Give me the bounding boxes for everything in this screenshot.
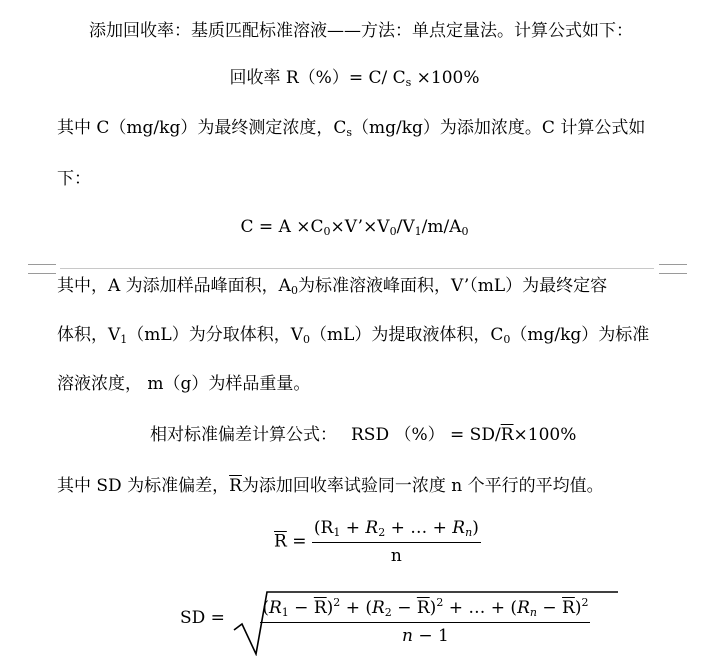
rsd-formula: 相对标准偏差计算公式： RSD （%） = $SD/\overline{R}\times 100\%$ xyxy=(150,425,577,445)
c-formula: $C = A \times C_0\times V’\times V_0/V_1/m/A_0$ xyxy=(240,217,469,238)
recovery-intro: 添加回收率：基质匹配标准溶液——方法：单点定量法。计算公式如下： xyxy=(89,21,633,41)
c-definition-line-1: 其中 C（mg/kg）为最终测定浓度，$C_s(mg/kg)$为添加浓度。C 计算公式如 xyxy=(57,118,646,139)
variables-line-3: 溶液浓度， m（g）为样品重量。 xyxy=(57,374,311,394)
sd-numerator: $(R_1 - \overline{R})^2 + (R_2 - \overline{R})^2$ + … + $(R_n - \overline{R})^2$ xyxy=(260,596,590,623)
sd-definition: 其中 SD 为标准偏差，$\overline{R}$为添加回收率试验同一浓度 n 个平行的平均值。 xyxy=(57,476,604,496)
page-break-line xyxy=(60,268,654,269)
rbar-fraction xyxy=(312,518,481,566)
sqrt-expression xyxy=(230,590,590,646)
rbar-formula: $\overline{R}$ = $\frac{(R_1 + R_2 + \dots + R_n)}{n}$ xyxy=(274,518,479,566)
page-break-marker-right xyxy=(659,264,687,274)
page-break-marker-left xyxy=(28,264,56,274)
sd-formula: SD = $\frac{(R_1 - \overline{R})^2 + (R_2 - \overline{R})^2 + \dots + (R_n - \overline{R})^2}{n - 1}$ xyxy=(180,590,590,646)
sd-denominator: n − 1 xyxy=(401,626,449,646)
variables-line-2: 体积，$V_1(mL)$为分取体积，$V_0(mL)$为提取液体积，$C_0(mg/kg)$为标准 xyxy=(57,325,650,346)
sqrt-radical-symbol xyxy=(230,590,620,656)
recovery-formula: 回收率 R（%）= C/ $C_s \times 100\%$ xyxy=(229,68,480,89)
page-break-separator xyxy=(0,262,709,276)
rbar-numerator: ($R_1 + R_2$ + … + $R_n$) xyxy=(312,518,481,543)
c-definition-line-2: 下： xyxy=(57,169,91,189)
variables-line-1: 其中，A 为添加样品峰面积，$A_0$为标准溶液峰面积，V’（mL）为最终定容 xyxy=(57,276,608,297)
rbar-denominator: n xyxy=(390,546,402,566)
